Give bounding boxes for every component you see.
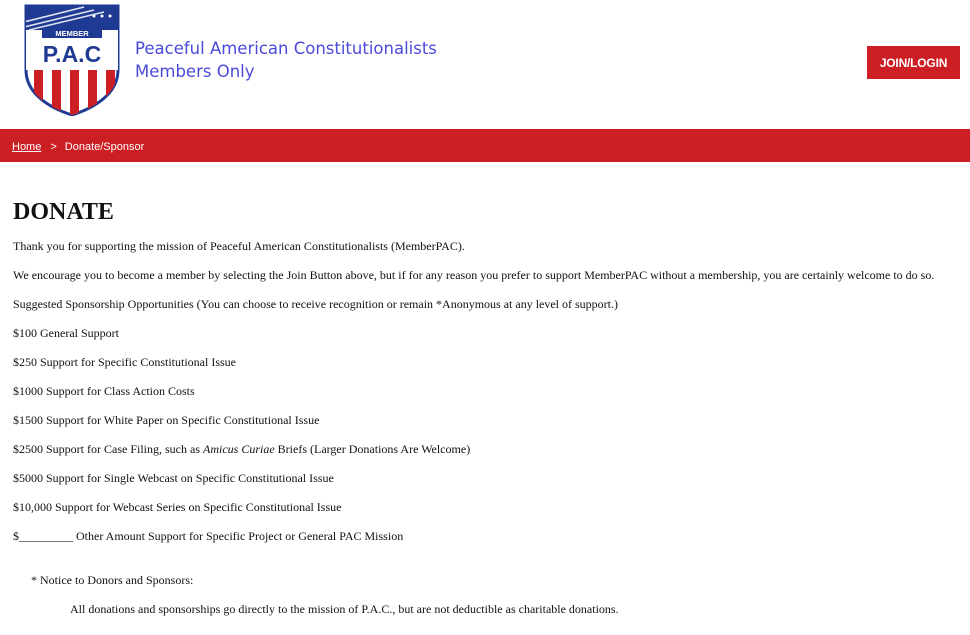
encourage-text: We encourage you to become a member by selecting the Join Button above, but if for any reason you prefer to support MemberPAC without a membership, you are certainly welcome to do so.	[13, 268, 935, 282]
main-content	[13, 198, 958, 631]
page-title: DONATE	[13, 199, 114, 225]
site-title-line2: Members Only	[135, 62, 255, 81]
notice-body: All donations and sponsorships go directly to the mission of P.A.C., but are not deductible as charitable donations.	[70, 602, 619, 616]
level-2500-after: Briefs (Larger Donations Are Welcome)	[274, 442, 471, 456]
notice-heading: * Notice to Donors and Sponsors:	[31, 573, 194, 587]
logo-text: P.A.C	[42, 41, 102, 67]
level-100: $100 General Support	[13, 326, 119, 340]
breadcrumb-home-link[interactable]: Home	[12, 141, 42, 153]
breadcrumb	[0, 129, 970, 162]
level-5000: $5000 Support for Single Webcast on Specific Constitutional Issue	[13, 471, 334, 485]
join-login-button[interactable]: JOIN/LOGIN	[867, 46, 960, 79]
site-title[interactable]	[135, 37, 437, 83]
level-2500-before: $2500 Support for Case Filing, such as	[13, 442, 203, 456]
level-1000: $1000 Support for Class Action Costs	[13, 384, 195, 398]
logo-banner-text: MEMBER	[55, 29, 89, 38]
level-250: $250 Support for Specific Constitutional Issue	[13, 355, 236, 369]
level-2500	[13, 442, 958, 457]
breadcrumb-separator: >	[50, 141, 57, 153]
pac-logo[interactable]	[24, 4, 120, 116]
breadcrumb-current: Donate/Sponsor	[64, 141, 145, 153]
site-header	[0, 0, 970, 129]
level-1500: $1500 Support for White Paper on Specific Constitutional Issue	[13, 413, 320, 427]
site-title-line1: Peaceful American Constitutionalists	[135, 39, 437, 58]
thank-you-text: Thank you for supporting the mission of Peaceful American Constitutionalists (MemberPAC).	[13, 239, 465, 253]
level-other: $_________ Other Amount Support for Specific Project or General PAC Mission	[13, 529, 404, 543]
level-2500-italic: Amicus Curiae	[203, 442, 275, 456]
level-10000: $10,000 Support for Webcast Series on Specific Constitutional Issue	[13, 500, 342, 514]
suggested-text: Suggested Sponsorship Opportunities (You can choose to receive recognition or remain *Anonymous at any level of support.)	[13, 297, 619, 311]
